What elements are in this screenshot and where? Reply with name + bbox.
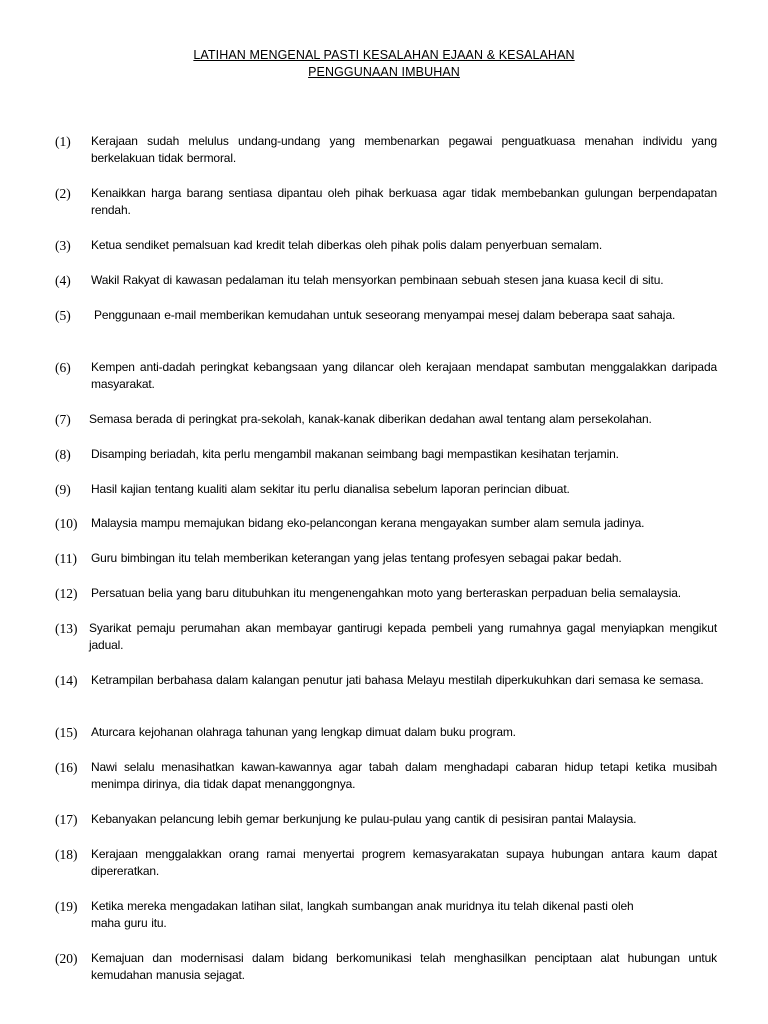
document-title-line-2: PENGGUNAAN IMBUHAN [308, 65, 460, 79]
item-number-16: (16) [55, 760, 78, 775]
item-text-7: Semasa berada di peringkat pra-sekolah, kanak-kanak diberikan dedahan awal tentang alam persekolahan. [89, 412, 652, 426]
item-number-3: (3) [55, 238, 71, 253]
item-number-13: (13) [55, 621, 78, 636]
item-text-11: Guru bimbingan itu telah memberikan keterangan yang jelas tentang profesyen sebagai pakar bedah. [91, 551, 622, 565]
item-number-10: (10) [55, 516, 78, 531]
item-number-6: (6) [55, 360, 71, 375]
item-text-6: Kempen anti-dadah peringkat kebangsaan yang dilancar oleh kerajaan mendapat sambutan menggalakkan daripada masyarakat. [91, 360, 717, 391]
document-title-line-1: LATIHAN MENGENAL PASTI KESALAHAN EJAAN & KESALAHAN [193, 48, 575, 62]
item-number-14: (14) [55, 673, 78, 688]
item-number-5: (5) [55, 308, 71, 323]
item-number-15: (15) [55, 725, 78, 740]
item-number-1: (1) [55, 134, 71, 149]
item-text-4: Wakil Rakyat di kawasan pedalaman itu telah mensyorkan pembinaan sebuah stesen jana kuasa kecil di situ. [91, 273, 664, 287]
item-text-13: Syarikat pemaju perumahan akan membayar gantirugi kepada pembeli yang rumahnya gagal menyiapkan mengikut jadual. [89, 621, 717, 652]
item-text-14: Ketrampilan berbahasa dalam kalangan penutur jati bahasa Melayu mestilah diperkukuhkan dari semasa ke semasa. [91, 673, 704, 687]
item-text-20: Kemajuan dan modernisasi dalam bidang berkomunikasi telah menghasilkan penciptaan alat hubungan untuk kemudahan manusia sejagat. [91, 951, 717, 982]
item-text-1: Kerajaan sudah melulus undang-undang yang membenarkan pegawai penguatkuasa menahan individu yang berkelakuan tidak bermoral. [91, 134, 717, 165]
item-text-17: Kebanyakan pelancung lebih gemar berkunjung ke pulau-pulau yang cantik di pesisiran pantai Malaysia. [91, 812, 637, 826]
item-number-12: (12) [55, 586, 78, 601]
item-text-19-line-2: maha guru itu. [91, 916, 167, 930]
item-number-11: (11) [55, 551, 77, 566]
item-text-12: Persatuan belia yang baru ditubuhkan itu mengenengahkan moto yang berteraskan perpaduan belia semalaysia. [91, 586, 681, 600]
item-number-18: (18) [55, 847, 78, 862]
item-text-9: Hasil kajian tentang kualiti alam sekitar itu perlu dianalisa sebelum laporan perincian dibuat. [91, 482, 570, 496]
item-text-10: Malaysia mampu memajukan bidang eko-pelancongan kerana mengayakan sumber alam semula jadinya. [91, 516, 645, 530]
item-number-2: (2) [55, 186, 71, 201]
item-text-16: Nawi selalu menasihatkan kawan-kawannya agar tabah dalam menghadapi cabaran hidup tetapi ketika musibah menimpa dirinya, dia tidak dapat menanggongnya. [91, 760, 717, 791]
item-text-19-line-1: Ketika mereka mengadakan latihan silat, langkah sumbangan anak muridnya itu telah dikenal pasti oleh [91, 899, 634, 913]
item-number-9: (9) [55, 482, 71, 497]
item-text-3: Ketua sendiket pemalsuan kad kredit telah diberkas oleh pihak polis dalam penyerbuan semalam. [91, 238, 603, 252]
item-number-4: (4) [55, 273, 71, 288]
item-text-15: Aturcara kejohanan olahraga tahunan yang lengkap dimuat dalam buku program. [91, 725, 516, 739]
item-text-5: Penggunaan e-mail memberikan kemudahan untuk seseorang menyampai mesej dalam beberapa saat sahaja. [94, 308, 676, 322]
item-text-18: Kerajaan menggalakkan orang ramai menyertai progrem kemasyarakatan supaya hubungan antara kaum dapat dipereratkan. [91, 847, 717, 878]
item-text-2: Kenaikkan harga barang sentiasa dipantau oleh pihak berkuasa agar tidak membebankan gulungan berpendapatan rendah. [91, 186, 717, 217]
item-number-8: (8) [55, 447, 71, 462]
item-text-8: Disamping beriadah, kita perlu mengambil makanan seimbang bagi mempastikan kesihatan terjamin. [91, 447, 619, 461]
item-number-17: (17) [55, 812, 78, 827]
item-number-7: (7) [55, 412, 71, 427]
item-number-20: (20) [55, 951, 78, 966]
item-number-19: (19) [55, 899, 78, 914]
